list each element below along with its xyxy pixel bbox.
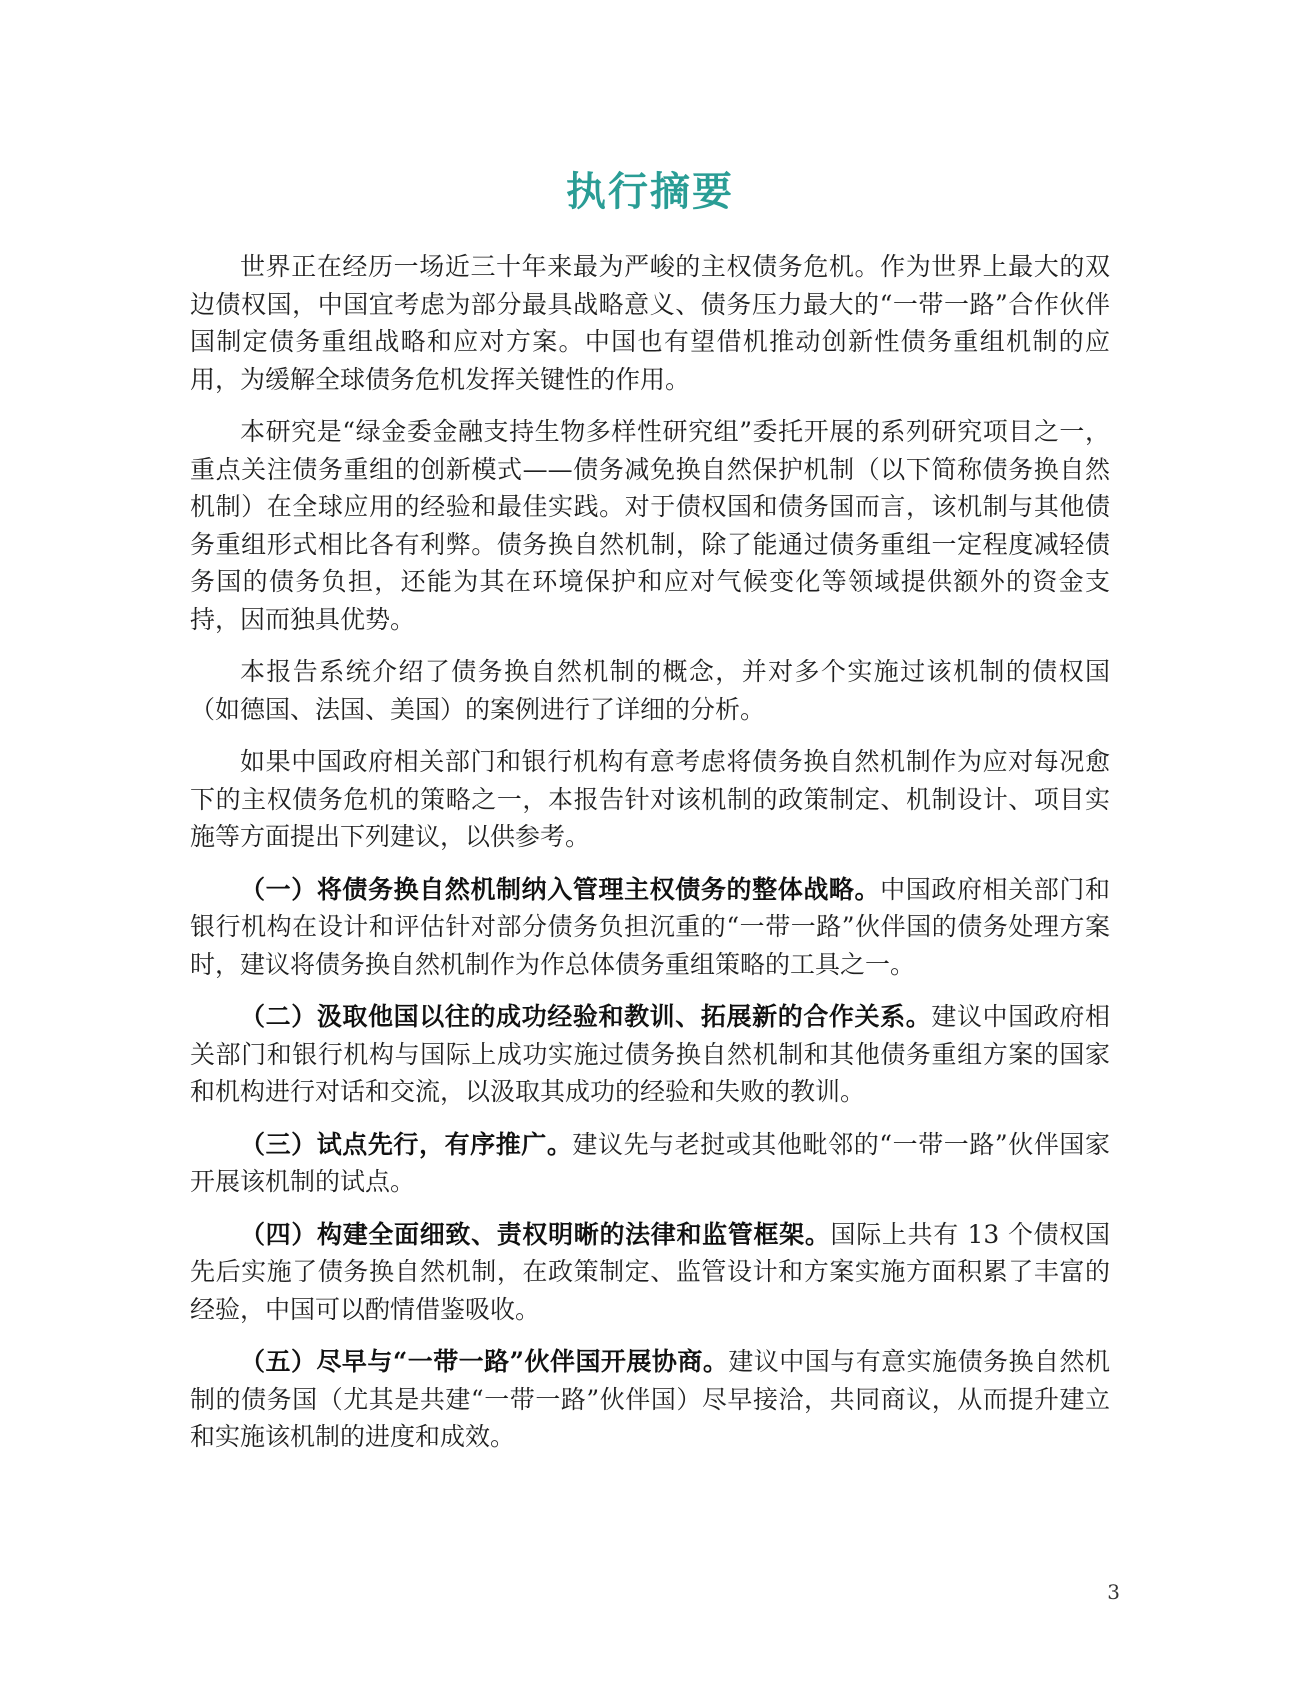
paragraph-study-scope: 本研究是“绿金委金融支持生物多样性研究组”委托开展的系列研究项目之一，重点关注债务重组的创新模式——债务减免换自然保护机制（以下简称债务换自然机制）在全球应用的经验和最佳实践。对于债权国和债务国而言，该机制与其他债务重组形式相比各有利弊。债务换自然机制，除了能通过债务重组一定程度减轻债务国的债务负担，还能为其在环境保护和应对气候变化等领域提供额外的资金支持，因而独具优势。	[190, 417, 1110, 634]
recommendation-1-heading: （一）将债务换自然机制纳入管理主权债务的整体战略。	[240, 874, 881, 904]
page-title: 执行摘要	[566, 168, 734, 215]
recommendation-5-text: 建议中国与有意实施债务换自然机制的债务国（尤其是共建“一带一路”伙伴国）尽早接洽，共同商议，从而提升建立和实施该机制的进度和成效。	[190, 1347, 1110, 1451]
paragraph-intro: 世界正在经历一场近三十年来最为严峻的主权债务危机。作为世界上最大的双边债权国，中国宜考虑为部分最具战略意义、债务压力最大的“一带一路”合作伙伴国制定债务重组战略和应对方案。中国也有望借机推动创新性债务重组机制的应用，为缓解全球债务危机发挥关键性的作用。	[190, 252, 1110, 394]
page-number: 3	[1107, 1580, 1120, 1604]
recommendation-5	[190, 1343, 1110, 1456]
paragraph-report-content: 本报告系统介绍了债务换自然机制的概念，并对多个实施过该机制的债权国（如德国、法国、美国）的案例进行了详细的分析。	[190, 657, 1110, 724]
recommendation-3-heading: （三）试点先行，有序推广。	[240, 1129, 573, 1159]
recommendation-4	[190, 1216, 1110, 1329]
recommendation-3-text: 建议先与老挝或其他毗邻的“一带一路”伙伴国家开展该机制的试点。	[190, 1129, 1110, 1196]
recommendation-4-text: 国际上共有 13 个债权国先后实施了债务换自然机制，在政策制定、监管设计和方案实施方面积累了丰富的经验，中国可以酌情借鉴吸收。	[190, 1219, 1110, 1324]
recommendation-1	[190, 871, 1110, 984]
recommendation-4-heading: （四）构建全面细致、责权明晰的法律和监管框架。	[240, 1219, 831, 1249]
recommendation-5-heading: （五）尽早与“一带一路”伙伴国开展协商。	[240, 1347, 729, 1376]
recommendation-2-heading: （二）汲取他国以往的成功经验和教训、拓展新的合作关系。	[240, 1002, 932, 1031]
recommendation-2-text: 建议中国政府相关部门和银行机构与国际上成功实施过债务换自然机制和其他债务重组方案的国家和机构进行对话和交流，以汲取其成功的经验和失败的教训。	[190, 1002, 1110, 1106]
recommendation-2	[190, 998, 1110, 1111]
recommendation-1-text: 中国政府相关部门和银行机构在设计和评估针对部分债务负担沉重的“一带一路”伙伴国的债务处理方案时，建议将债务换自然机制作为作总体债务重组策略的工具之一。	[190, 874, 1110, 979]
recommendation-3	[190, 1126, 1110, 1201]
paragraph-recommendations-intro: 如果中国政府相关部门和银行机构有意考虑将债务换自然机制作为应对每况愈下的主权债务危机的策略之一，本报告针对该机制的政策制定、机制设计、项目实施等方面提出下列建议，以供参考。	[190, 747, 1110, 851]
summary-body	[190, 248, 1110, 1471]
